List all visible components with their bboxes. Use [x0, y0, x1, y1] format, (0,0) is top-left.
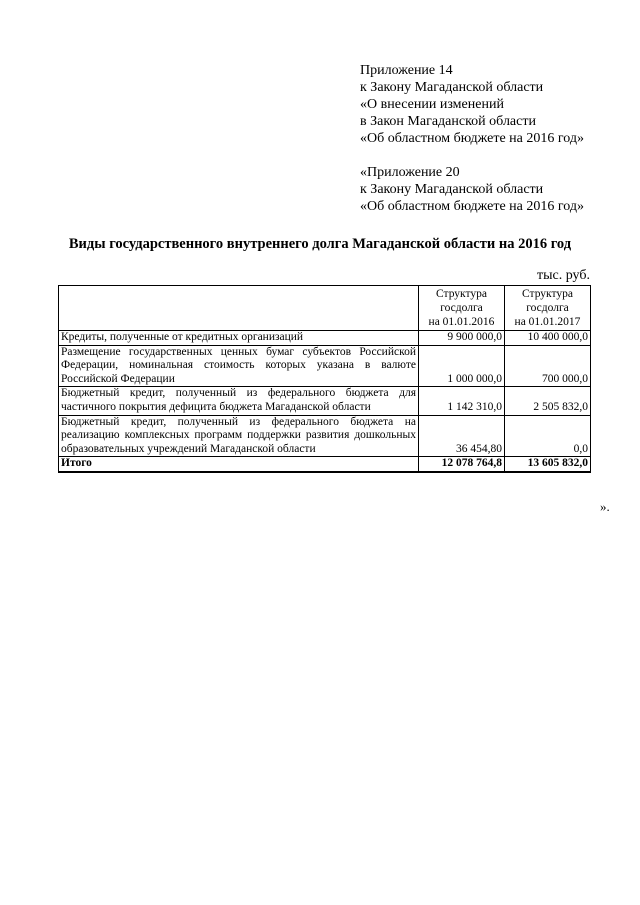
- column-header-line: Структура: [522, 288, 573, 300]
- table-row: [59, 415, 591, 457]
- header-line: к Закону Магаданской области: [360, 182, 544, 197]
- row-name: Размещение государственных ценных бумаг субъектов Российской Федерации, номинальная стоимость которых указана в валюте Российской Федерации: [59, 345, 419, 387]
- value-2017: 2 505 832,0: [505, 387, 591, 415]
- header-line: «Приложение 20: [360, 165, 460, 180]
- total-row: [59, 457, 591, 472]
- value-2016: 1 000 000,0: [419, 345, 505, 387]
- value-2017: 700 000,0: [505, 345, 591, 387]
- document-title: Виды государственного внутреннего долга Магаданской области на 2016 год: [68, 236, 572, 252]
- value-2016: 1 142 310,0: [419, 387, 505, 415]
- column-header-2016: [419, 286, 505, 331]
- total-2017: 13 605 832,0: [505, 457, 591, 472]
- header-line: Приложение 14: [360, 63, 453, 78]
- value-2017: 10 400 000,0: [505, 331, 591, 346]
- table-row: [59, 345, 591, 387]
- table-row: [59, 387, 591, 415]
- column-header-2017: [505, 286, 591, 331]
- closing-quote: ».: [600, 499, 610, 514]
- column-header-line: госдолга: [526, 302, 569, 314]
- header-line: в Закон Магаданской области: [360, 114, 536, 129]
- total-label: Итого: [59, 457, 419, 472]
- table-row: [59, 331, 591, 346]
- header-line: к Закону Магаданской области: [360, 80, 544, 95]
- row-name: Бюджетный кредит, полученный из федерального бюджета на реализацию комплексных программ поддержки развития дошкольных образовательных учреждений Магаданской области: [59, 415, 419, 457]
- header-line: «Об областном бюджете на 2016 год»: [360, 131, 584, 146]
- header-line: «Об областном бюджете на 2016 год»: [360, 199, 584, 214]
- header-block: [360, 62, 584, 215]
- column-header-line: Структура: [436, 288, 487, 300]
- value-2017: 0,0: [505, 415, 591, 457]
- column-header-line: на 01.01.2016: [428, 316, 495, 328]
- value-2016: 9 900 000,0: [419, 331, 505, 346]
- column-header-line: госдолга: [440, 302, 483, 314]
- row-name: Кредиты, полученные от кредитных организаций: [59, 331, 419, 346]
- table-header-row: [59, 286, 591, 331]
- header-line: «О внесении изменений: [360, 97, 504, 112]
- debt-table: [58, 285, 591, 473]
- units-label: тыс. руб.: [537, 268, 590, 283]
- total-2016: 12 078 764,8: [419, 457, 505, 472]
- column-header-line: на 01.01.2017: [514, 316, 581, 328]
- header-cell-blank: [59, 286, 419, 331]
- value-2016: 36 454,80: [419, 415, 505, 457]
- row-name: Бюджетный кредит, полученный из федерального бюджета для частичного покрытия дефицита бюджета Магаданской области: [59, 387, 419, 415]
